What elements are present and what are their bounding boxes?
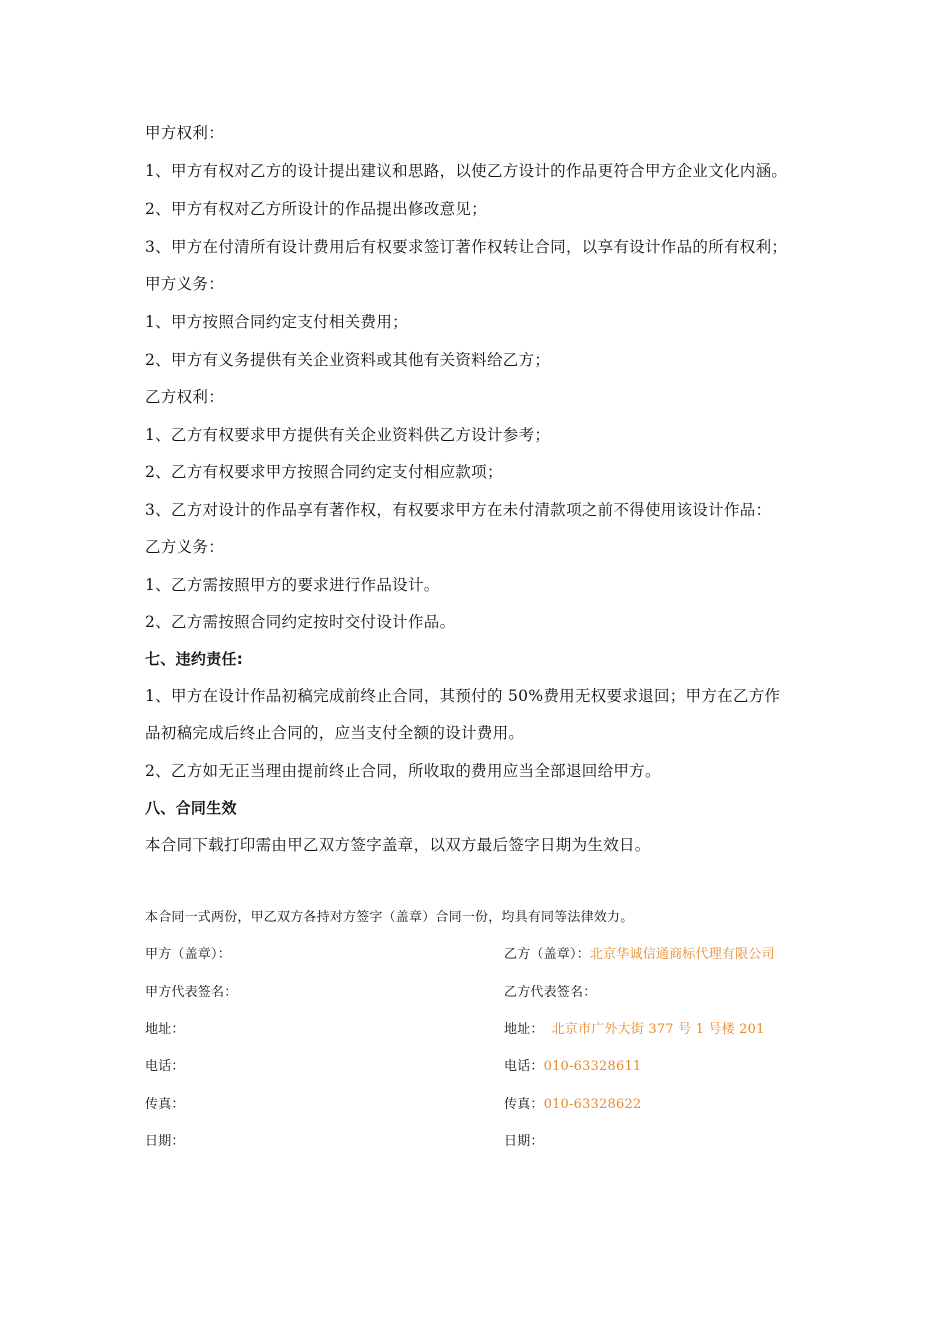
- party-a-duties-item-1: 1、甲方按照合同约定支付相关费用；: [145, 313, 408, 331]
- party-a-duties-item-2: 2、甲方有义务提供有关企业资料或其他有关资料给乙方；: [145, 351, 551, 369]
- section-7-item-2: 2、乙方如无正当理由提前终止合同，所收取的费用应当全部退回给甲方。: [145, 762, 661, 780]
- section-8-text: 本合同下载打印需由甲乙双方签字盖章，以双方最后签字日期为生效日。: [145, 836, 651, 854]
- party-b-fax-value: 010-63328622: [543, 1097, 642, 1112]
- party-b-fax-label: 传真：: [504, 1097, 544, 1112]
- party-a-address-label: 地址：: [145, 1022, 185, 1037]
- party-b-address-value: 北京市广外大街 377 号 1 号楼 201: [551, 1022, 765, 1037]
- party-a-rights-title: 甲方权利：: [145, 124, 225, 142]
- party-b-rights-item-2: 2、乙方有权要求甲方按照合同约定支付相应款项；: [145, 463, 503, 481]
- party-b-phone-label: 电话：: [504, 1059, 544, 1074]
- party-b-rights-item-1: 1、乙方有权要求甲方提供有关企业资料供乙方设计参考；: [145, 426, 551, 444]
- section-8-heading: 八、合同生效: [145, 799, 237, 817]
- party-a-rights-item-3: 3、甲方在付清所有设计费用后有权要求签订著作权转让合同，以享有设计作品的所有权利；: [145, 238, 788, 256]
- section-7-item-1-line-2: 品初稿完成后终止合同的，应当支付全额的设计费用。: [145, 724, 525, 742]
- party-a-date-label: 日期：: [145, 1134, 185, 1149]
- section-7-heading: 七、违约责任:: [145, 650, 244, 668]
- party-b-rights-title: 乙方权利：: [145, 388, 225, 406]
- party-b-date-label: 日期：: [504, 1134, 544, 1149]
- party-a-fax-label: 传真：: [145, 1097, 185, 1112]
- signature-note: 本合同一式两份，甲乙双方各持对方签字（盖章）合同一份，均具有同等法律效力。: [145, 910, 634, 925]
- party-b-rep-label: 乙方代表签名：: [504, 985, 597, 1000]
- party-a-duties-title: 甲方义务：: [145, 275, 225, 293]
- party-b-duties-item-1: 1、乙方需按照甲方的要求进行作品设计。: [145, 576, 440, 594]
- party-b-rights-item-3: 3、乙方对设计的作品享有著作权，有权要求甲方在未付清款项之前不得使用该设计作品：: [145, 501, 772, 519]
- party-b-duties-title: 乙方义务：: [145, 538, 225, 556]
- party-b-phone-value: 010-63328611: [543, 1059, 642, 1074]
- party-a-seal-label: 甲方（盖章）：: [145, 947, 231, 962]
- party-b-seal-label: 乙方（盖章）：: [504, 947, 590, 962]
- party-b-address-row: [504, 1021, 765, 1039]
- party-a-rep-label: 甲方代表签名：: [145, 985, 238, 1000]
- party-b-address-label: 地址：: [504, 1022, 544, 1037]
- party-a-rights-item-2: 2、甲方有权对乙方所设计的作品提出修改意见；: [145, 200, 487, 218]
- party-b-duties-item-2: 2、乙方需按照合同约定按时交付设计作品。: [145, 613, 456, 631]
- party-a-phone-label: 电话：: [145, 1059, 185, 1074]
- party-b-phone-row: [504, 1058, 641, 1076]
- party-a-rights-item-1: 1、甲方有权对乙方的设计提出建议和思路，以使乙方设计的作品更符合甲方企业文化内涵。: [145, 162, 788, 180]
- party-b-seal-row: [504, 946, 775, 964]
- party-b-fax-row: [504, 1096, 641, 1114]
- party-b-company-name: 北京华诚信通商标代理有限公司: [589, 947, 775, 962]
- section-7-item-1-line-1: 1、甲方在设计作品初稿完成前终止合同，其预付的 50%费用无权要求退回；甲方在乙方作: [145, 687, 781, 705]
